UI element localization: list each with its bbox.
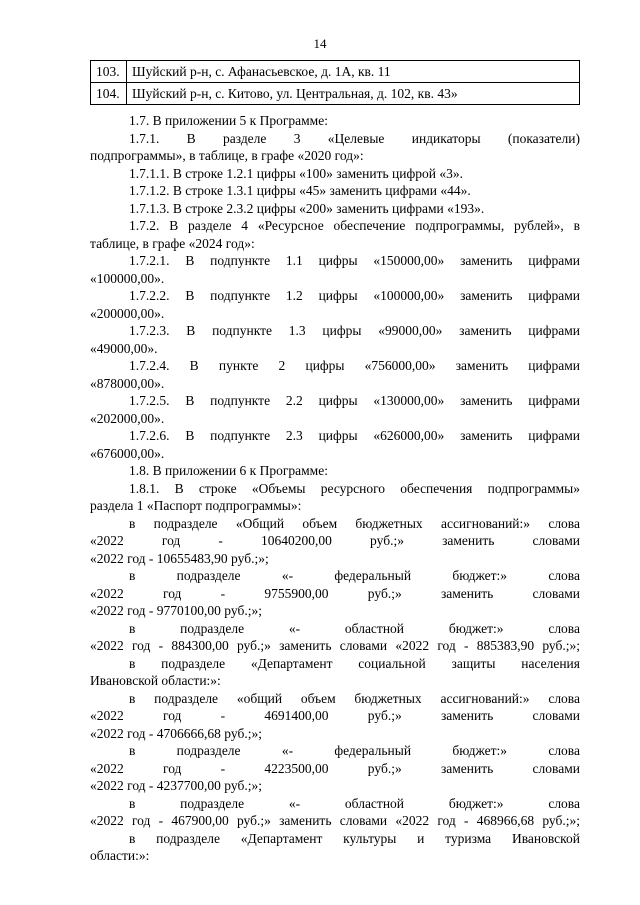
- text-line: «2022 год - 4706666,68 руб.;»;: [90, 725, 262, 741]
- text-line: «2022 год - 4237700,00 руб.;»;: [90, 778, 262, 793]
- row-number: 104.: [91, 83, 127, 105]
- table-row: [91, 83, 580, 105]
- text-line: «2022 год - 10640200,00 руб.;» заменить словами: [90, 533, 580, 548]
- text-line: в подразделе «- федеральный бюджет:» слова: [129, 568, 580, 583]
- text-line: 1.8.1. В строке «Объемы ресурсного обеспечения подпрограммы»: [129, 480, 580, 496]
- text-line: «2022 год - 884300,00 руб.;» заменить словами «2022 год - 885383,90 руб.;»;: [90, 638, 580, 653]
- text-line: в подразделе «общий объем бюджетных ассигнований:» слова: [129, 690, 580, 706]
- row-address: Шуйский р-н, с. Афанасьевское, д. 1А, кв. 11: [127, 61, 580, 83]
- text-line: 1.7.2. В разделе 4 «Ресурсное обеспечение подпрограммы, рублей», в: [129, 218, 580, 233]
- text-line: «2022 год - 10655483,90 руб.;»;: [90, 550, 269, 566]
- text-line: в подразделе «Департамент социальной защиты населения: [129, 655, 580, 671]
- text-line: «2022 год - 4691400,00 руб.;» заменить словами: [90, 708, 580, 723]
- text-line: «202000,00».: [90, 410, 165, 426]
- document-body: [90, 112, 580, 865]
- text-line: «100000,00».: [90, 270, 165, 286]
- text-line: подпрограммы», в таблице, в графе «2020 год»:: [90, 148, 364, 163]
- address-table: [90, 60, 580, 105]
- text-line: таблице, в графе «2024 год»:: [90, 235, 255, 251]
- table-row: [91, 61, 580, 83]
- text-line: Ивановской области:»:: [90, 673, 221, 688]
- text-line: «2022 год - 467900,00 руб.;» заменить словами «2022 год - 468966,68 руб.;»;: [90, 813, 580, 828]
- text-line: в подразделе «Департамент культуры и туризма Ивановской: [129, 830, 580, 846]
- text-line: 1.7.2.5. В подпункте 2.2 цифры «130000,00» заменить цифрами: [129, 393, 580, 408]
- text-line: «200000,00».: [90, 305, 165, 321]
- text-line: 1.7.2.1. В подпункте 1.1 цифры «150000,00» заменить цифрами: [129, 253, 580, 268]
- text-line: «2022 год - 4223500,00 руб.;» заменить словами: [90, 760, 580, 776]
- text-line: «878000,00».: [90, 375, 165, 391]
- text-line: «49000,00».: [90, 340, 158, 356]
- text-line: 1.7.2.2. В подпункте 1.2 цифры «100000,00» заменить цифрами: [129, 288, 580, 303]
- text-line: раздела 1 «Паспорт подпрограммы»:: [90, 498, 302, 513]
- row-number: 103.: [91, 61, 127, 83]
- text-line: 1.7.1.1. В строке 1.2.1 цифры «100» заменить цифрой «3».: [129, 165, 463, 181]
- row-address: Шуйский р-н, с. Китово, ул. Центральная, д. 102, кв. 43»: [127, 83, 580, 105]
- text-line: 1.7.1.2. В строке 1.3.1 цифры «45» заменить цифрами «44».: [129, 183, 471, 198]
- text-line: 1.7.2.6. В подпункте 2.3 цифры «626000,00» заменить цифрами: [129, 428, 580, 443]
- text-line: «2022 год - 9770100,00 руб.;»;: [90, 603, 262, 618]
- text-line: «676000,00».: [90, 445, 165, 461]
- page-number: 14: [313, 36, 327, 51]
- text-line: в подразделе «- федеральный бюджет:» слова: [129, 743, 580, 758]
- text-line: 1.7.2.3. В подпункте 1.3 цифры «99000,00» заменить цифрами: [129, 323, 580, 338]
- text-line: 1.7.1.3. В строке 2.3.2 цифры «200» заменить цифрами «193».: [129, 200, 485, 216]
- text-line: 1.7.1. В разделе 3 «Целевые индикаторы (показатели): [129, 130, 580, 146]
- text-line: в подразделе «- областной бюджет:» слова: [129, 795, 580, 811]
- text-line: 1.7.2.4. В пункте 2 цифры «756000,00» заменить цифрами: [129, 358, 580, 373]
- text-line: «2022 год - 9755900,00 руб.;» заменить словами: [90, 585, 580, 601]
- text-line: области:»:: [90, 848, 150, 863]
- text-line: 1.7. В приложении 5 к Программе:: [129, 113, 328, 128]
- text-line: в подразделе «Общий объем бюджетных ассигнований:» слова: [129, 515, 580, 531]
- text-line: в подразделе «- областной бюджет:» слова: [129, 620, 580, 636]
- text-line: 1.8. В приложении 6 к Программе:: [129, 463, 328, 478]
